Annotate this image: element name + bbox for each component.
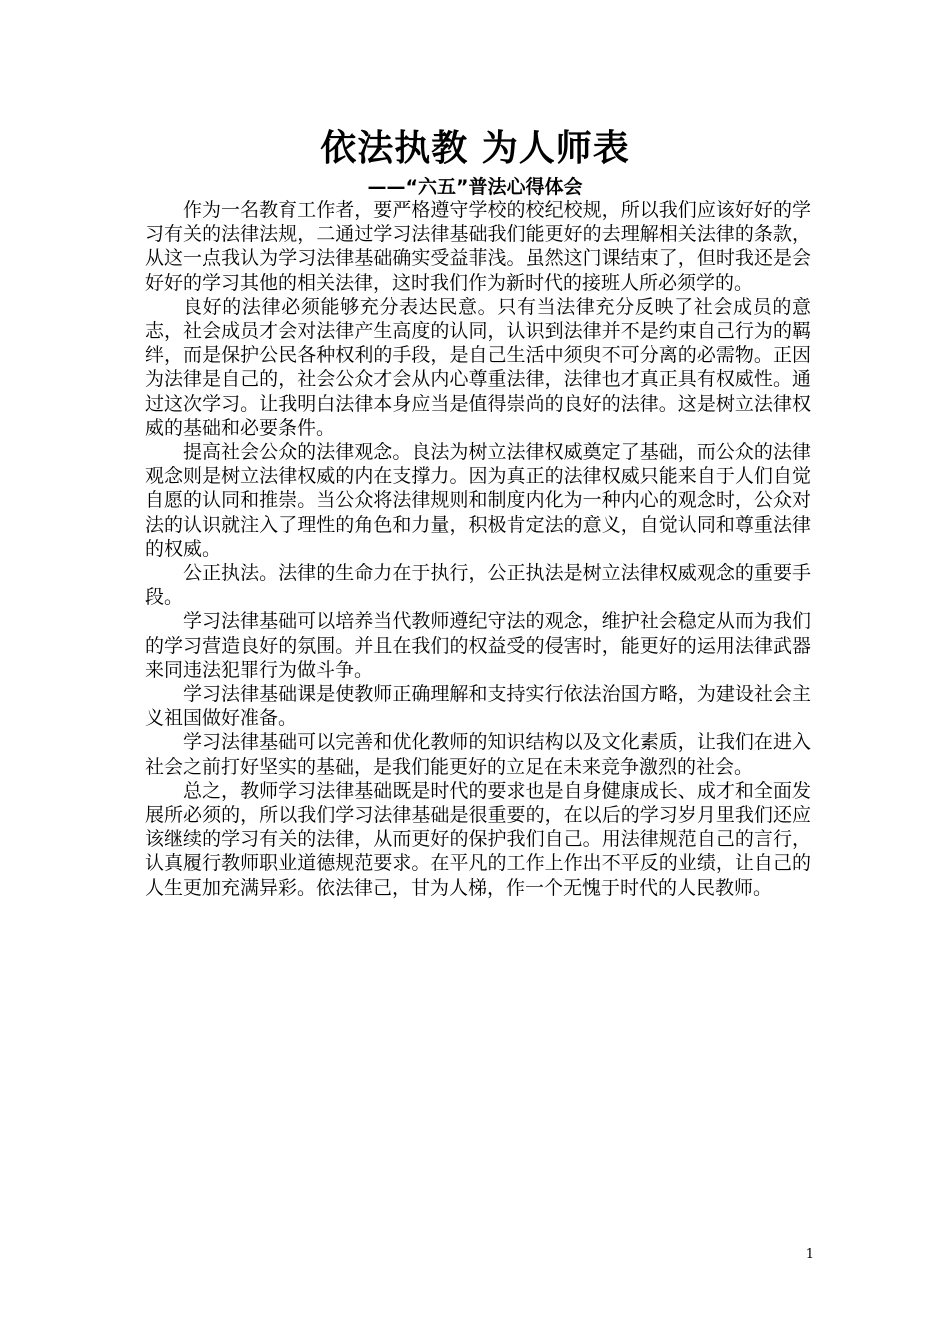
paragraph: 总之，教师学习法律基础既是时代的要求也是自身健康成长、成才和全面发展所必须的，所以我们学习法律基础是很重要的，在以后的学习岁月里我们还应该继续的学习有关的法律，从而更好的保护我们自己。用法律规范自己的言行，认真履行教师职业道德规范要求。在平凡的工作上作出不平反的业绩，让自己的人生更加充满异彩。依法律己，甘为人梯，作一个无愧于时代的人民教师。	[145, 779, 811, 899]
paragraph: 作为一名教育工作者，要严格遵守学校的校纪校规，所以我们应该好好的学习有关的法律法规，二通过学习法律基础我们能更好的去理解相关法律的条款，从这一点我认为学习法律基础确实受益菲浅。虽然这门课结束了，但时我还是会好好的学习其他的相关法律，这时我们作为新时代的接班人所必须学的。	[145, 199, 811, 294]
document-body	[145, 198, 811, 900]
document-subtitle: ——“六五”普法心得体会	[367, 176, 583, 198]
paragraph: 提高社会公众的法律观念。良法为树立法律权威奠定了基础，而公众的法律观念则是树立法律权威的内在支撑力。因为真正的法律权威只能来自于人们自觉自愿的认同和推崇。当公众将法律规则和制度内化为一种内心的观念时，公众对法的认识就注入了理性的角色和力量，积极肯定法的意义，自觉认同和尊重法律的权威。	[145, 441, 811, 560]
paragraph: 学习法律基础课是使教师正确理解和支持实行依法治国方略，为建设社会主义祖国做好准备。	[145, 683, 811, 730]
paragraph: 学习法律基础可以培养当代教师遵纪守法的观念，维护社会稳定从而为我们的学习营造良好的氛围。并且在我们的权益受的侵害时，能更好的运用法律武器来同违法犯罪行为做斗争。	[145, 610, 811, 681]
paragraph: 学习法律基础可以完善和优化教师的知识结构以及文化素质，让我们在进入社会之前打好坚实的基础，是我们能更好的立足在未来竞争激烈的社会。	[145, 731, 811, 778]
document-title: 依法执教 为人师表	[320, 128, 630, 169]
paragraph: 良好的法律必须能够充分表达民意。只有当法律充分反映了社会成员的意志，社会成员才会对法律产生高度的认同，认识到法律并不是约束自己行为的羁绊，而是保护公民各种权利的手段，是自己生活中须臾不可分离的必需物。正因为法律是自己的，社会公众才会从内心尊重法律，法律也才真正具有权威性。通过这次学习。让我明白法律本身应当是值得崇尚的良好的法律。这是树立法律权威的基础和必要条件。	[145, 295, 811, 439]
paragraph: 公正执法。法律的生命力在于执行，公正执法是树立法律权威观念的重要手段。	[145, 562, 811, 609]
page-number: 1	[805, 1247, 814, 1262]
